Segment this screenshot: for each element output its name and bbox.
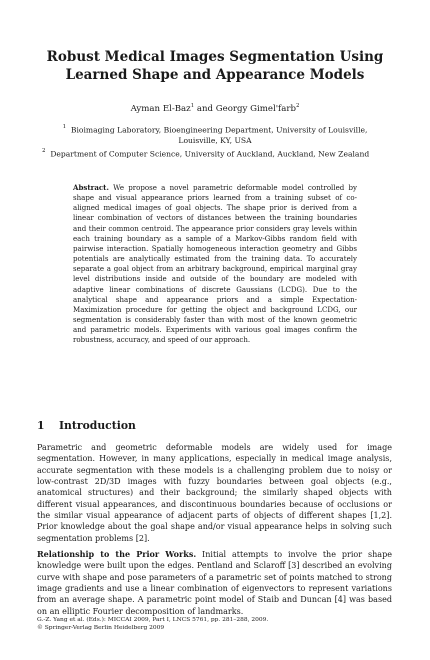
footer-citation: G.-Z. Yang et al. (Eds.): MICCAI 2009, Part I, LNCS 5761, pp. 281–288, 2009. (37, 617, 269, 623)
paragraph-2-text: Initial attempts to involve the prior shape knowledge were built upon the edges. Pentland and Sclaroff [3] described an evolving curve with shape and pose parameters of a parametric set of points matched to strong image gradients and use a linear combination of eigenvectors to represent variations from an average shape. A parametric point model of Staib and Duncan [4] was based on an elliptic Fourier decomposition of landmarks. (37, 550, 392, 616)
paragraph-2-runin-heading: Relationship to the Prior Works. (37, 549, 197, 560)
author-list (0, 104, 430, 114)
page-footer (37, 617, 268, 632)
affiliation-2-mark: 2 (42, 148, 46, 155)
title-line-1: Robust Medical Images Segmentation Using (46, 49, 384, 65)
author-1: Ayman El-Baz (130, 104, 191, 114)
author-2-affil-mark: 2 (295, 103, 300, 110)
section-number: 1 (37, 419, 45, 432)
affiliation-1-mark: 1 (62, 124, 67, 130)
abstract-label: Abstract. (73, 183, 109, 192)
section-heading (37, 419, 136, 432)
affiliation-1-cont (36, 136, 394, 147)
affiliation-1-line-2: Louisville, KY, USA (178, 136, 252, 146)
affiliation-1 (36, 123, 394, 136)
author-joiner: and (194, 104, 216, 114)
author-2: Georgy Gimel'farb (215, 104, 296, 114)
section-title: Introduction (59, 419, 136, 432)
body-text (37, 442, 392, 617)
paper-title (30, 48, 400, 84)
affiliation-2-line-1: Department of Computer Science, University of Auckland, Auckland, New Zealand (50, 149, 370, 159)
paragraph-2 (37, 549, 392, 617)
footer-copyright: © Springer-Verlag Berlin Heidelberg 2009 (37, 624, 165, 631)
affiliations (36, 123, 394, 160)
paragraph-1: Parametric and geometric deformable models are widely used for image segmentation. However, in many applications, especially in medical image analysis, accurate segmentation with these models is a challenging problem due to noisy or low-contrast 2D/3D images with fuzzy boundaries between goal objects (e.g., anatomical structures) and their background; the similarly shaped objects with different visual appearances, and discontinuous boundaries because of occlusions or the similar visual appearance of adjacent parts of objects of different shapes [1,2]. Prior knowledge about the goal shape and/or visual appearance helps in solving such segmentation problems [2]. (37, 443, 392, 543)
affiliation-2 (36, 147, 394, 160)
abstract-text: We propose a novel parametric deformable model controlled by shape and visual appearance priors learned from a training subset of co-aligned medical images of goal objects. The shape prior is derived from a linear combination of vectors of distances between the training boundaries and their common centroid. The appearance prior considers gray levels within each training boundary as a sample of a Markov-Gibbs random field with pairwise interaction. Spatially homogeneous interaction geometry and Gibbs potentials are analytically estimated from the training data. To accurately separate a goal object from an arbitrary background, empirical marginal gray level distributions inside and outside of the boundary are modeled with adaptive linear combinations of discrete Gaussians (LCDG). Due to the analytical shape and appearance priors and a simple Expectation-Maximization procedure for getting the object and background LCDG, our segmentation is considerably faster than with most of the known geometric and parametric models. Experiments with various goal images confirm the robustness, accuracy, and speed of our approach. (73, 183, 357, 345)
author-1-affil-mark: 1 (190, 103, 195, 110)
title-line-2: Learned Shape and Appearance Models (65, 67, 365, 83)
abstract (73, 183, 357, 346)
affiliation-1-line-1: Bioimaging Laboratory, Bioengineering Department, University of Louisville, (70, 125, 368, 135)
